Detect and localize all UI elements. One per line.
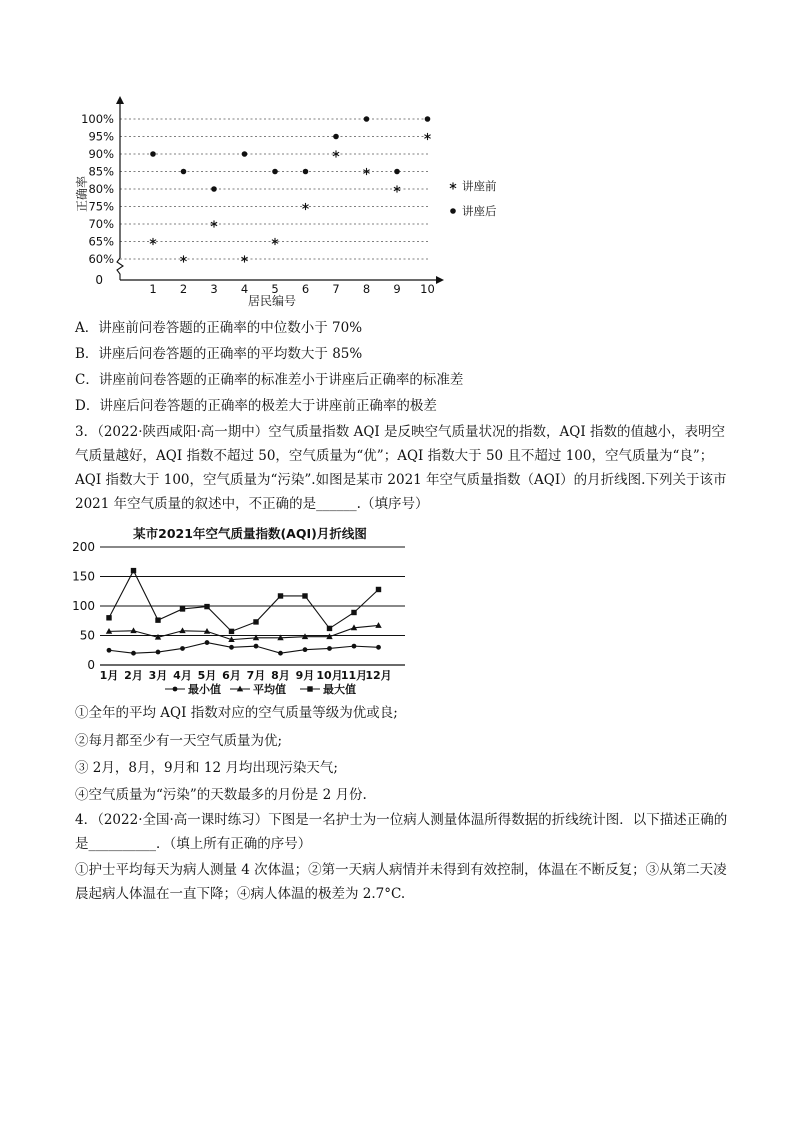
y-tick-label: 65% [88,234,114,249]
point-max [204,604,209,609]
x-tick-label: 2 [179,282,188,296]
x-tick-label: 5 [271,282,279,296]
y-tick-label: 150 [72,569,95,584]
x-tick-label: 9月 [295,669,315,682]
x-tick-label: 1 [149,282,157,296]
x-tick-label: 7 [332,282,340,296]
point-max [351,610,356,615]
x-tick-label: 3月 [148,669,168,682]
point-min [352,644,357,649]
chart1-y-zero-label: 0 [95,273,103,287]
point-min [376,645,381,650]
x-tick-label: 4 [240,282,249,296]
series-line [109,625,379,639]
point-min [327,646,332,651]
point-min [180,646,185,651]
point-max [106,615,111,620]
point-max [180,606,185,611]
q3-item-4: ④空气质量为“污染”的天数最多的月份是 2 月份. [75,787,367,803]
x-tick-label: 8月 [271,669,290,682]
option-b: B．讲座后问卷答题的正确率的平均数大于 85% [75,346,363,362]
x-tick-label: 7月 [246,669,266,682]
question-3-stem: 3．（2022·陕西咸阳·高一期中）空气质量指数 AQI 是反映空气质量状况的指数，AQI 指数的值越小，表明空气质量越好，AQI 指数不超过 50，空气质量为“优”；AQI 指数大于 50 且不超过 100，空气质量为“良”；AQI 指数大于 100，空气质量为“污染”.如图是某市 2021 年空气质量指数（AQI）的月折线图.下列关于该市 2021 年空气质量的叙述中，不正确的是______.（填序号） [75,424,727,512]
point-min [254,644,259,649]
point-max [155,617,160,622]
y-tick-label: 0 [87,658,95,672]
x-tick-label: 9 [393,282,401,296]
x-tick-label: 2月 [124,669,143,682]
point-max [278,593,283,598]
x-tick-label: 10月 [316,669,343,682]
y-tick-label: 200 [72,540,95,554]
x-tick-label: 8 [362,282,371,296]
x-tick-label: 12月 [365,669,392,682]
q3-item-1: ①全年的平均 AQI 指数对应的空气质量等级为优或良; [75,705,398,721]
x-tick-label: 4月 [173,669,192,682]
option-d: D．讲座后问卷答题的正确率的极差大于讲座前正确率的极差 [75,398,437,414]
series-line [109,571,379,632]
question-4-items: ①护士平均每天为病人测量 4 次体温；②第一天病人病情并未得到有效控制，体温在不断反复；③从第二天凌晨起病人体温在一直下降；④病人体温的极差为 2.7°C. [75,862,727,902]
y-tick-label: 80% [88,182,114,196]
q3-item-3: ③ 2月，8月，9月和 12 月均出现污染天气; [75,760,338,776]
option-c: C．讲座前问卷答题的正确率的标准差小于讲座后正确率的标准差 [75,372,464,388]
y-tick-label: 60% [88,252,114,266]
y-tick-label: 95% [88,129,114,144]
point-max [131,568,136,573]
y-tick-label: 70% [88,217,114,231]
legend-marker-min [173,687,178,692]
point-min [229,645,234,650]
legend-marker-max [307,686,312,691]
x-tick-label: 6 [301,282,310,296]
q3-item-2: ②每月都至少有一天空气质量为优; [75,733,283,749]
y-tick-label: 50 [79,628,95,643]
option-a: A．讲座前问卷答题的正确率的中位数小于 70% [75,320,363,336]
chart2-title: 某市2021年空气质量指数(AQI)月折线图 [133,526,367,541]
legend-label: 平均值 [253,683,286,696]
y-tick-label: 100 [72,599,95,613]
point-min [131,651,136,656]
legend-label: 最大值 [323,683,356,696]
point-avg [130,627,136,633]
x-tick-label: 11月 [340,669,368,682]
point-avg [375,622,381,628]
legend-label: 最小值 [188,683,221,696]
chart1-y-axis-label: 正确率 [75,175,89,213]
x-tick-label: 6月 [222,669,241,682]
chart1-x-axis-label: 居民编号 [247,294,297,308]
point-max [376,587,381,592]
point-avg [179,627,185,633]
y-tick-label: 85% [88,164,114,179]
y-tick-label: 90% [88,147,114,161]
point-min [156,650,161,655]
series-line [109,643,379,654]
y-tick-label: 100% [81,112,114,126]
legend-label: 讲座后 [462,204,497,218]
legend-label: 讲座前 [462,179,497,193]
point-min [205,640,210,645]
point-min [278,651,283,656]
point-max [229,629,234,634]
point-max [302,593,307,598]
point-min [107,648,112,653]
x-tick-label: 5月 [197,669,217,682]
y-tick-label: 75% [88,199,114,214]
x-tick-label: 3 [210,282,218,296]
x-tick-label: 1月 [99,669,119,682]
point-max [327,626,332,631]
x-tick-label: 10 [420,282,435,296]
point-max [253,619,258,624]
point-min [303,647,308,652]
question-4-stem: 4．（2022·全国·高一课时练习）下图是一名护士为一位病人测量体温所得数据的折线统计图．以下描述正确的是__________．（填上所有正确的序号） [75,812,728,852]
